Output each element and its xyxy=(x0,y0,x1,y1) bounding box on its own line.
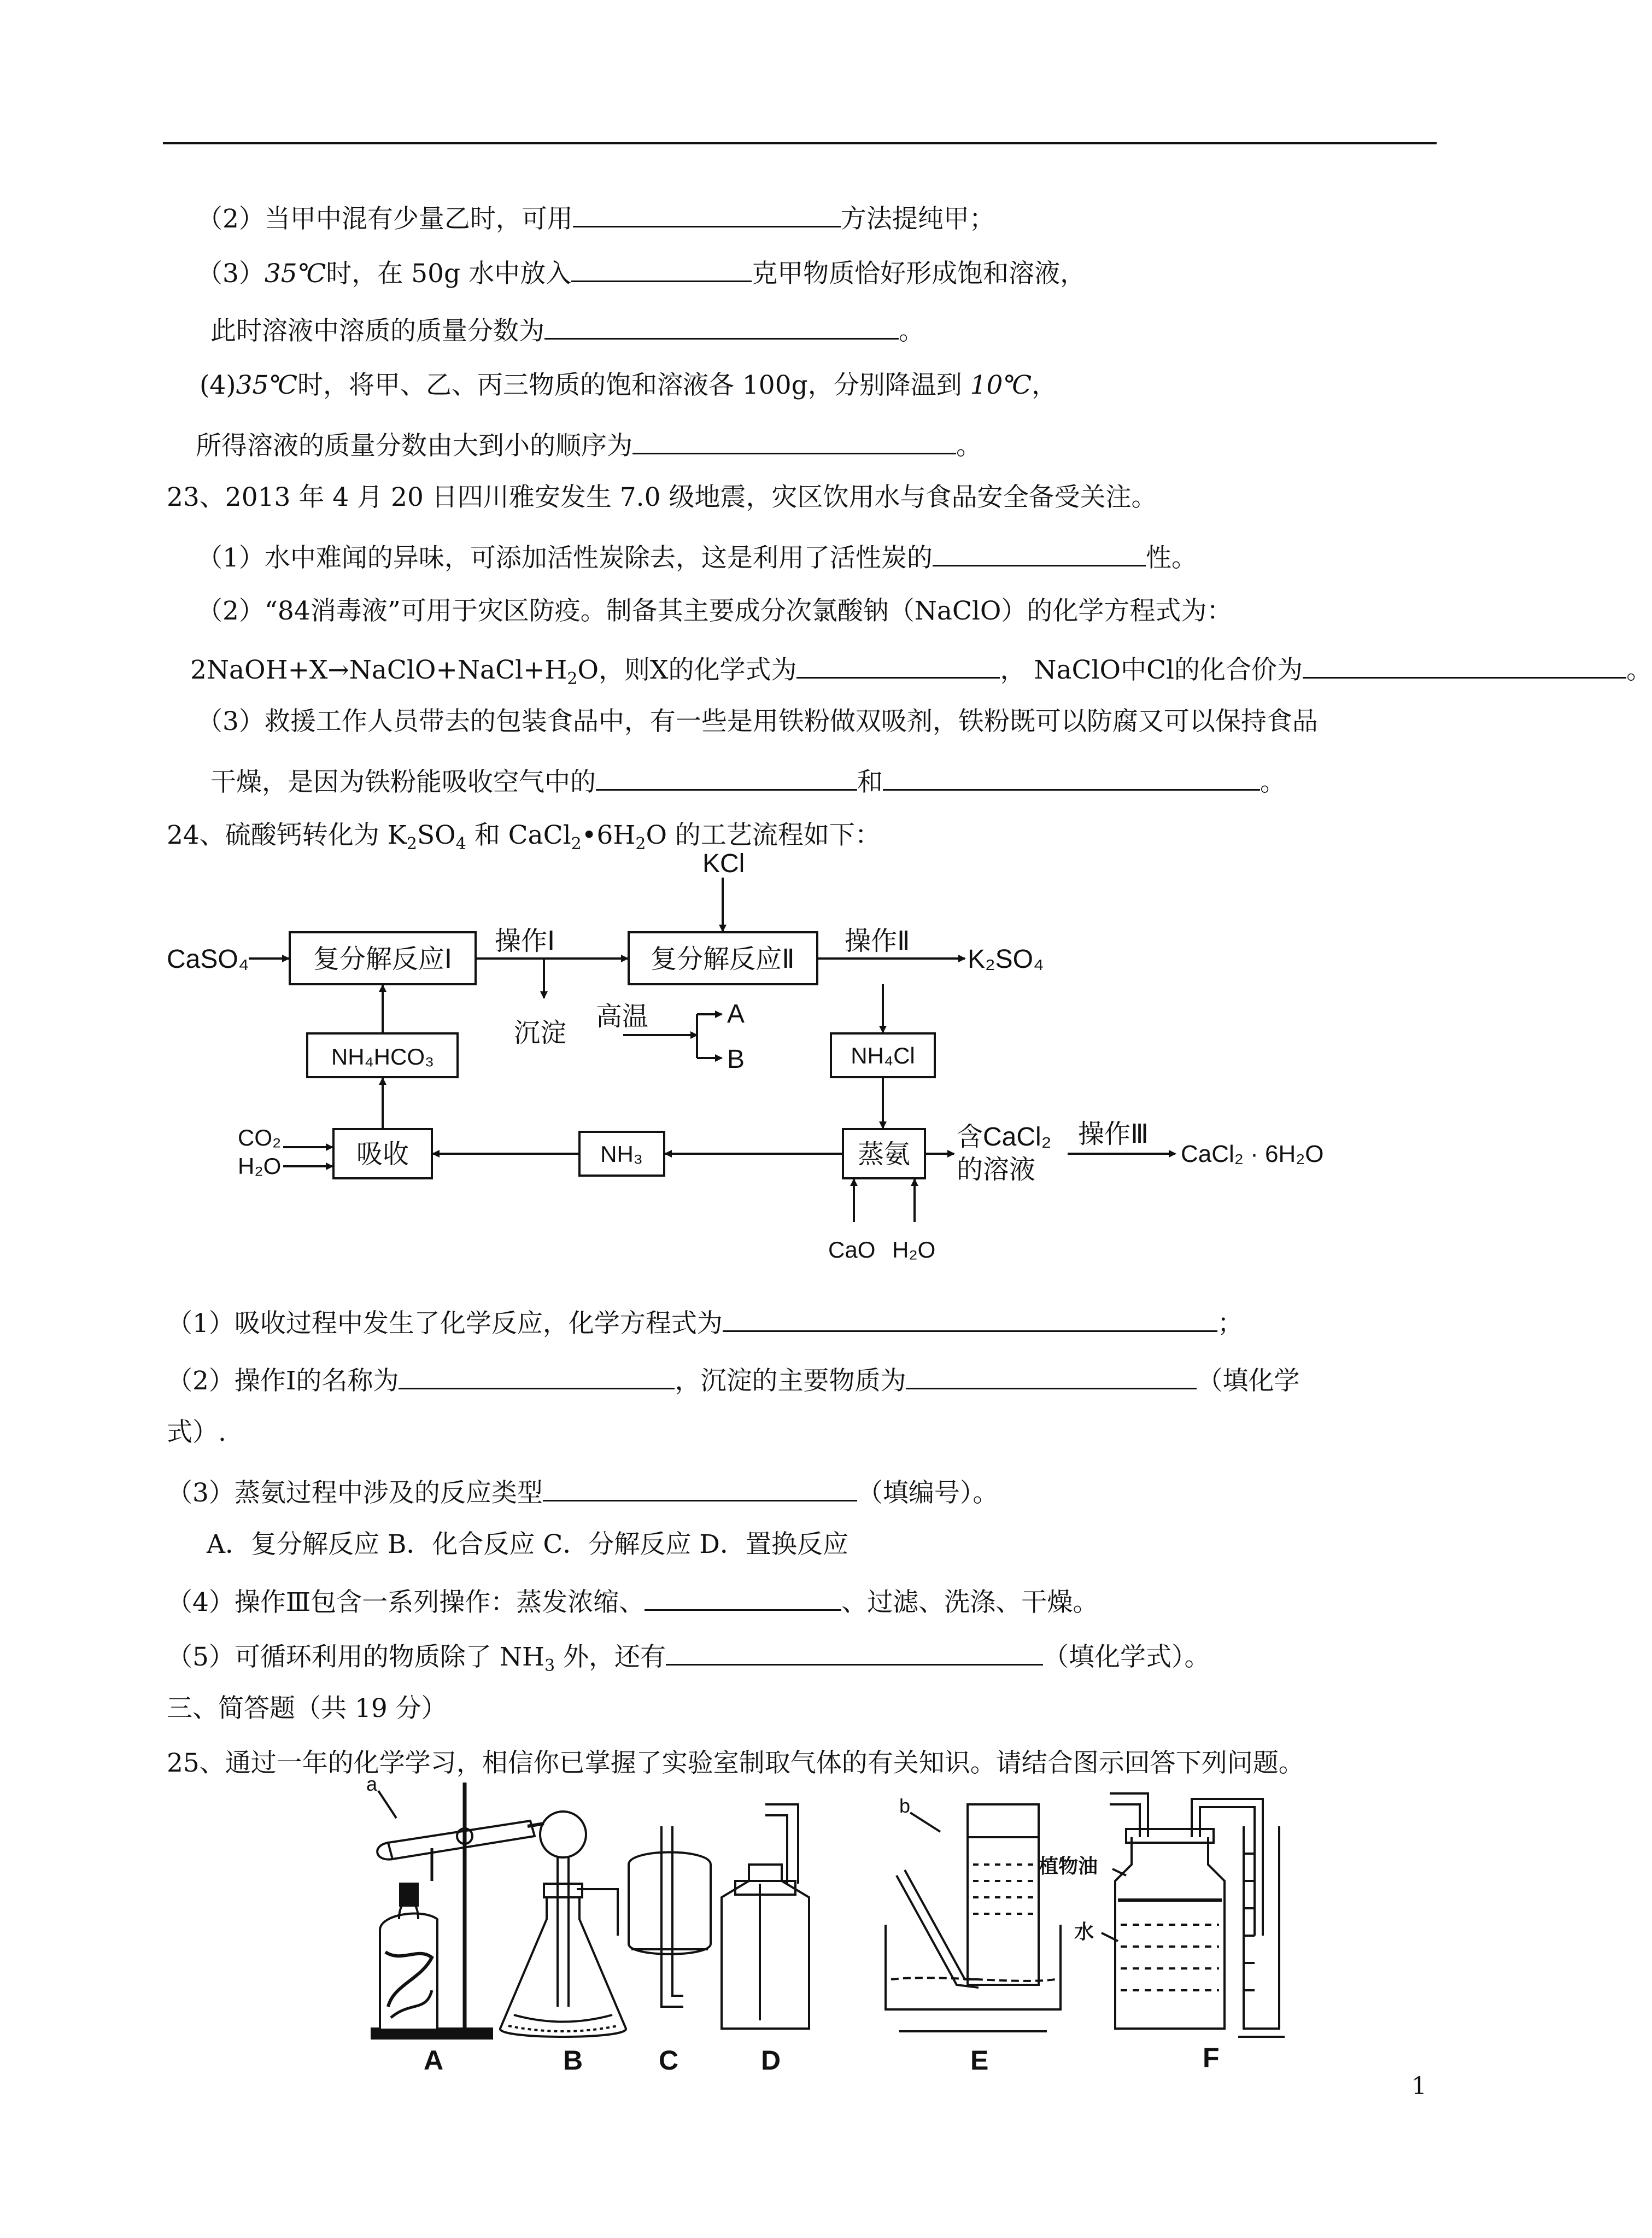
q22-part3-blank1[interactable] xyxy=(571,254,752,282)
label-E: E xyxy=(970,2045,989,2076)
q23-part3-text-d: 。 xyxy=(1260,767,1286,797)
q24-part4-blank[interactable] xyxy=(645,1583,841,1611)
absorb-label: 吸收 xyxy=(356,1140,409,1169)
label-C: C xyxy=(659,2045,679,2076)
q22-part3-text-d: 此时溶液中溶质的质量分数为 xyxy=(210,316,544,346)
q24-part1 xyxy=(167,1304,1243,1340)
apparatus-c xyxy=(629,1826,711,2007)
kcl-label: KCl xyxy=(702,849,745,878)
q24-part4-text-a: （4）操作Ⅲ包含一系列操作：蒸发浓缩、 xyxy=(167,1587,645,1617)
q24-part5-sub: 3 xyxy=(544,1656,555,1675)
q22-part3-text-a: （3） xyxy=(197,259,265,289)
q24-stem-sub2: 4 xyxy=(455,834,466,854)
q24-stem-sub3: 2 xyxy=(571,834,582,854)
q24-part5-text-a: （5）可循环利用的物质除了 NH xyxy=(167,1642,544,1672)
q24-part2 xyxy=(167,1362,1299,1398)
q22-part2-blank[interactable] xyxy=(573,200,841,227)
q24-part2-text-b: ，沉淀的主要物质为 xyxy=(675,1366,906,1396)
q23-eq-sub: 2 xyxy=(567,669,578,688)
section-3-heading: 三、简答题（共 19 分） xyxy=(167,1693,447,1723)
q23-eq-text-a: 2NaOH+X→NaClO+NaCl+H xyxy=(190,655,567,685)
q22-part4-temp2: 10℃ xyxy=(970,370,1032,400)
reaction1-label: 复分解反应Ⅰ xyxy=(313,945,453,974)
apparatus-illustration xyxy=(350,1772,1290,2078)
apparatus-a xyxy=(372,1783,544,2038)
q24-part5-blank[interactable] xyxy=(666,1638,1043,1666)
q24-stem-c: 和 CaCl xyxy=(466,820,571,850)
q23-part2-equation xyxy=(190,651,1652,687)
label-A: A xyxy=(424,2045,444,2076)
product-cacl2-label: CaCl₂ · 6H₂O xyxy=(1181,1141,1324,1167)
caso4-label: CaSO₄ xyxy=(167,945,249,974)
q24-part1-blank[interactable] xyxy=(723,1304,1217,1332)
product-a-label: A xyxy=(727,1000,745,1029)
q23-part3-text-b: 干燥，是因为铁粉能吸收空气中的 xyxy=(210,767,596,797)
nh4cl-label: NH₄Cl xyxy=(851,1043,915,1068)
q25-stem: 25、通过一年的化学学习，相信你已掌握了实验室制取气体的有关知识。请结合图示回答下列问题。 xyxy=(167,1748,1304,1778)
q22-part3-text-b: 时，在 50g 水中放入 xyxy=(326,259,572,289)
q23-part1-blank[interactable] xyxy=(933,539,1146,566)
apparatus-e xyxy=(886,1804,1061,2031)
q22-part3-text-c: 克甲物质恰好形成饱和溶液， xyxy=(752,259,1086,289)
q22-part4-text-c: ， xyxy=(1032,370,1058,400)
op1-label: 操作Ⅰ xyxy=(495,927,555,956)
op3-label: 操作Ⅲ xyxy=(1078,1120,1149,1149)
q23-part2: （2）“84消毒液”可用于灾区防疫。制备其主要成分次氯酸钠（NaClO）的化学方程式为： xyxy=(197,596,1233,626)
label-F: F xyxy=(1203,2042,1220,2073)
cacl2-solution-line1: 含CaCl₂ xyxy=(957,1123,1052,1152)
q23-eq-text-b: O，则X的化学式为 xyxy=(577,655,797,685)
q24-stem-e: O 的工艺流程如下： xyxy=(646,820,881,850)
q22-part4-blank[interactable] xyxy=(632,426,956,454)
q24-part2-blank2[interactable] xyxy=(906,1362,1197,1389)
nh3-label: NH₃ xyxy=(600,1141,643,1167)
q23-part3-blank2[interactable] xyxy=(883,763,1260,791)
label-b-pointer: b xyxy=(899,1795,911,1817)
label-a-pointer: a xyxy=(366,1773,378,1795)
q22-part3-blank2[interactable] xyxy=(544,312,899,340)
q23-stem: 23、2013 年 4 月 20 日四川雅安发生 7.0 级地震，灾区饮用水与食品安全备受关注。 xyxy=(167,482,1157,512)
q23-eq-text-c: ， NaClO中Cl的化合价为 xyxy=(1000,655,1303,685)
q22-part4-text-b: 时，将甲、乙、丙三物质的饱和溶液各 100g，分别降温到 xyxy=(297,370,970,400)
k2so4-label: K₂SO₄ xyxy=(968,945,1044,974)
label-water: 水 xyxy=(1074,1920,1094,1943)
q24-part5-text-c: （填化学式）。 xyxy=(1043,1642,1210,1672)
q23-part1-text-a: （1）水中难闻的异味，可添加活性炭除去，这是利用了活性炭的 xyxy=(197,543,933,573)
steam-label: 蒸氨 xyxy=(857,1140,911,1169)
apparatus-f xyxy=(1110,1793,1285,2037)
hightemp-label: 高温 xyxy=(596,1002,649,1031)
process-flow-diagram xyxy=(159,849,1405,1282)
q24-part2-text-c: （填化学 xyxy=(1197,1366,1300,1396)
q24-part1-text-a: （1）吸收过程中发生了化学反应，化学方程式为 xyxy=(167,1308,723,1339)
q24-part4-text-b: 、过滤、洗涤、干燥。 xyxy=(841,1587,1099,1617)
product-b-label: B xyxy=(727,1045,745,1074)
q24-part3-text-a: （3）蒸氨过程中涉及的反应类型 xyxy=(167,1478,543,1508)
q22-part4-temp: 35℃ xyxy=(236,370,297,400)
apparatus-b xyxy=(500,1812,626,2037)
h2o-label: H₂O xyxy=(238,1153,282,1179)
q24-part3-blank[interactable] xyxy=(543,1474,857,1501)
q23-eq-text-d: 。 xyxy=(1626,655,1652,685)
reaction2-label: 复分解反应Ⅱ xyxy=(651,945,795,974)
q24-stem-b: SO xyxy=(417,820,456,850)
q24-part3 xyxy=(167,1474,998,1510)
label-D: D xyxy=(761,2045,781,2076)
q23-part1-text-b: 性。 xyxy=(1145,543,1197,573)
q24-part1-text-b: ； xyxy=(1217,1308,1243,1339)
q24-part5 xyxy=(167,1638,1210,1674)
q24-part2-text-a: （2）操作Ⅰ的名称为 xyxy=(167,1366,399,1396)
cao-label: CaO xyxy=(828,1237,876,1263)
q22-part4-line2 xyxy=(196,426,982,463)
apparatus-d xyxy=(722,1804,809,2029)
q24-part5-text-b: 外，还有 xyxy=(555,1642,666,1672)
q24-part2-blank1[interactable] xyxy=(399,1362,675,1389)
q24-part2-line2: 式）. xyxy=(167,1417,226,1447)
q24-stem-sub4: 2 xyxy=(635,834,646,854)
q22-part2-text-b: 方法提纯甲； xyxy=(840,204,995,234)
q23-part3-blank1[interactable] xyxy=(596,763,857,791)
co2-label: CO₂ xyxy=(238,1125,282,1150)
q23-part3-line2 xyxy=(210,763,1286,799)
page-number: 1 xyxy=(1411,2072,1427,2100)
q23-part1 xyxy=(197,539,1197,575)
label-vegetable-oil: 植物油 xyxy=(1039,1855,1098,1877)
q24-part3-options: A．复分解反应 B．化合反应 C．分解反应 D．置换反应 xyxy=(207,1529,848,1559)
q24-part4 xyxy=(167,1583,1098,1619)
q22-part2 xyxy=(197,200,995,236)
q24-stem xyxy=(167,819,881,852)
q22-part3 xyxy=(197,254,1086,290)
q23-part3: （3）救援工作人员带去的包装食品中，有一些是用铁粉做双吸剂，铁粉既可以防腐又可以保持食品 xyxy=(197,706,1318,737)
q22-part4-text-a: (4) xyxy=(200,370,236,400)
header-rule xyxy=(163,142,1437,144)
h2o-bottom-label: H₂O xyxy=(892,1237,936,1263)
q22-part4-text-d: 所得溶液的质量分数由大到小的顺序为 xyxy=(196,431,632,461)
q24-stem-d: •6H xyxy=(581,820,636,850)
q22-part3-line2 xyxy=(210,312,924,348)
q23-part2-blank2[interactable] xyxy=(1303,651,1626,679)
q23-part3-text-c: 和 xyxy=(857,767,883,797)
q23-part2-blank1[interactable] xyxy=(796,651,1000,679)
q22-part2-text-a: （2）当甲中混有少量乙时，可用 xyxy=(197,204,573,234)
q22-part4 xyxy=(200,369,1057,402)
label-B: B xyxy=(563,2045,583,2076)
q22-part3-text-e: 。 xyxy=(899,316,924,346)
q24-part3-text-b: （填编号）。 xyxy=(857,1478,999,1508)
q22-part3-temp: 35℃ xyxy=(264,259,326,289)
op2-label: 操作Ⅱ xyxy=(845,927,910,956)
q22-part4-text-e: 。 xyxy=(956,431,982,461)
nh4hco3-label: NH₄HCO₃ xyxy=(331,1044,435,1070)
q24-stem-a: 24、硫酸钙转化为 K xyxy=(167,820,407,850)
precipitate-label: 沉淀 xyxy=(514,1019,567,1048)
cacl2-solution-line2: 的溶液 xyxy=(957,1155,1036,1184)
q24-stem-sub1: 2 xyxy=(406,834,417,854)
